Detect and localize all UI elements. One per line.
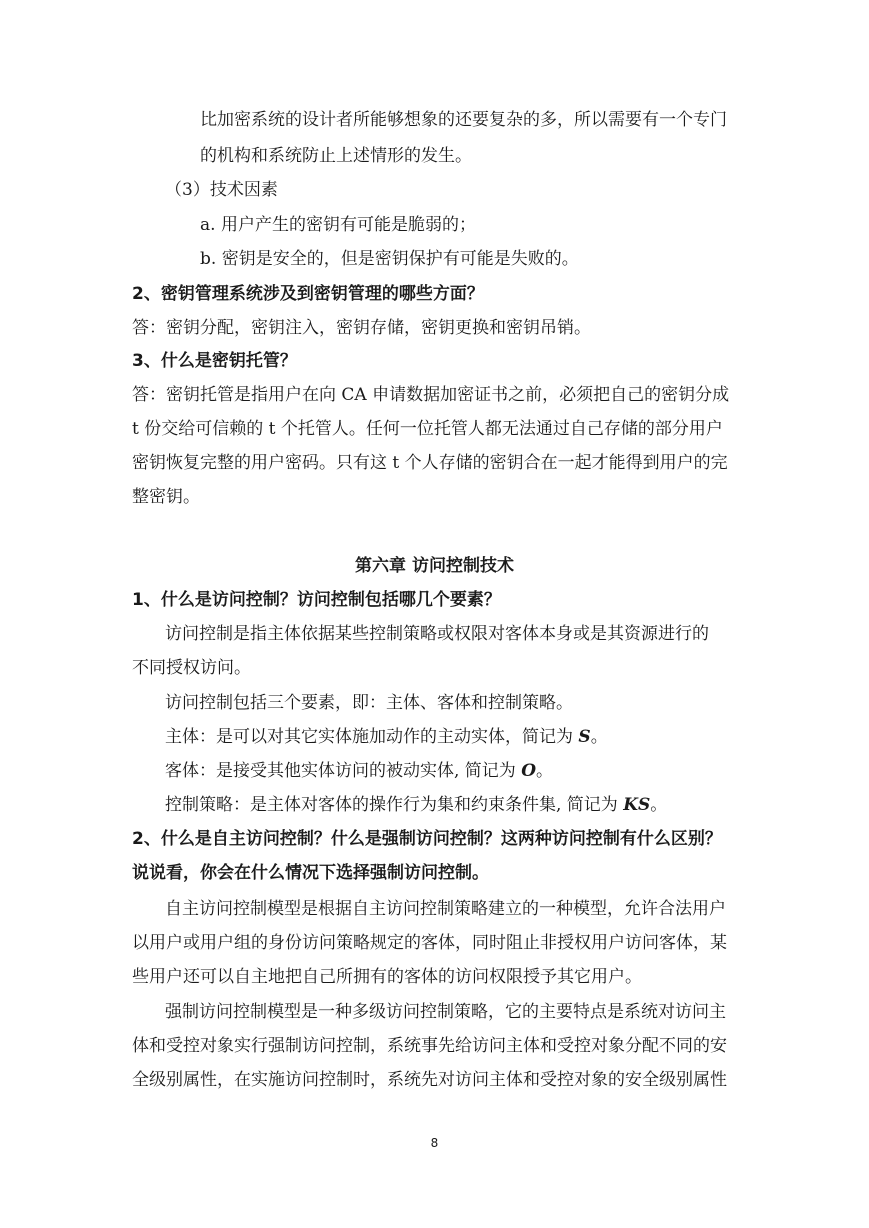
question-heading: 2、什么是自主访问控制？什么是强制访问控制？这两种访问控制有什么区别？ <box>132 829 722 849</box>
list-item: b. 密钥是安全的，但是密钥保护有可能是失败的。 <box>200 249 579 269</box>
paragraph-line: 全级别属性，在实施访问控制时，系统先对访问主体和受控对象的安全级别属性 <box>132 1070 727 1090</box>
paragraph-line: 访问控制是指主体依据某些控制策略或权限对客体本身或是其资源进行的 <box>165 624 709 644</box>
period: 。 <box>536 761 554 781</box>
answer-text: t 份交给可信赖的 t 个托管人。任何一位托管人都无法通过自己存储的部分用户 <box>132 419 723 439</box>
definition-text: 客体：是接受其他实体访问的被动实体, 简记为 <box>165 761 522 781</box>
period: 。 <box>590 727 608 747</box>
paragraph-line: 的机构和系统防止上述情形的发生。 <box>200 146 472 166</box>
paragraph-line: 自主访问控制模型是根据自主访问控制策略建立的一种模型，允许合法用户 <box>165 899 726 919</box>
section-heading: （3）技术因素 <box>165 180 278 200</box>
paragraph-line: 不同授权访问。 <box>132 658 251 678</box>
answer-text: 整密钥。 <box>132 487 200 507</box>
list-item: a. 用户产生的密钥有可能是脆弱的； <box>200 215 476 235</box>
definition-subject <box>165 725 608 749</box>
paragraph-line: 访问控制包括三个要素，即：主体、客体和控制策略。 <box>165 693 573 713</box>
abbreviation: KS <box>623 795 651 815</box>
paragraph-line: 体和受控对象实行强制访问控制，系统事先给访问主体和受控对象分配不同的安 <box>132 1036 727 1056</box>
definition-text: 主体：是可以对其它实体施加动作的主动实体，简记为 <box>165 727 579 747</box>
question-heading: 说说看，你会在什么情况下选择强制访问控制。 <box>132 863 489 883</box>
question-heading: 2、密钥管理系统涉及到密钥管理的哪些方面？ <box>132 284 484 304</box>
abbreviation: S <box>578 727 591 747</box>
question-heading: 3、什么是密钥托管？ <box>132 351 297 371</box>
paragraph-line: 比加密系统的设计者所能够想象的还要复杂的多，所以需要有一个专门 <box>200 110 727 130</box>
definition-policy <box>165 793 667 817</box>
paragraph-line: 些用户还可以自主地把自己所拥有的客体的访问权限授予其它用户。 <box>132 967 642 987</box>
definition-text: 控制策略：是主体对客体的操作行为集和约束条件集, 简记为 <box>165 795 624 815</box>
page-number: 8 <box>430 1136 439 1150</box>
chapter-title: 第六章 访问控制技术 <box>355 556 514 576</box>
answer-text: 答：密钥托管是指用户在向 CA 申请数据加密证书之前，必须把自己的密钥分成 <box>132 385 730 405</box>
question-heading: 1、什么是访问控制？访问控制包括哪几个要素？ <box>132 590 501 610</box>
answer-text: 答：密钥分配，密钥注入，密钥存储，密钥更换和密钥吊销。 <box>132 318 591 338</box>
paragraph-line: 以用户或用户组的身份访问策略规定的客体，同时阻止非授权用户访问客体，某 <box>132 933 727 953</box>
definition-object <box>165 759 553 783</box>
period: 。 <box>650 795 668 815</box>
paragraph-line: 强制访问控制模型是一种多级访问控制策略，它的主要特点是系统对访问主 <box>165 1002 726 1022</box>
abbreviation: O <box>521 761 537 781</box>
answer-text: 密钥恢复完整的用户密码。只有这 t 个人存储的密钥合在一起才能得到用户的完 <box>132 453 728 473</box>
